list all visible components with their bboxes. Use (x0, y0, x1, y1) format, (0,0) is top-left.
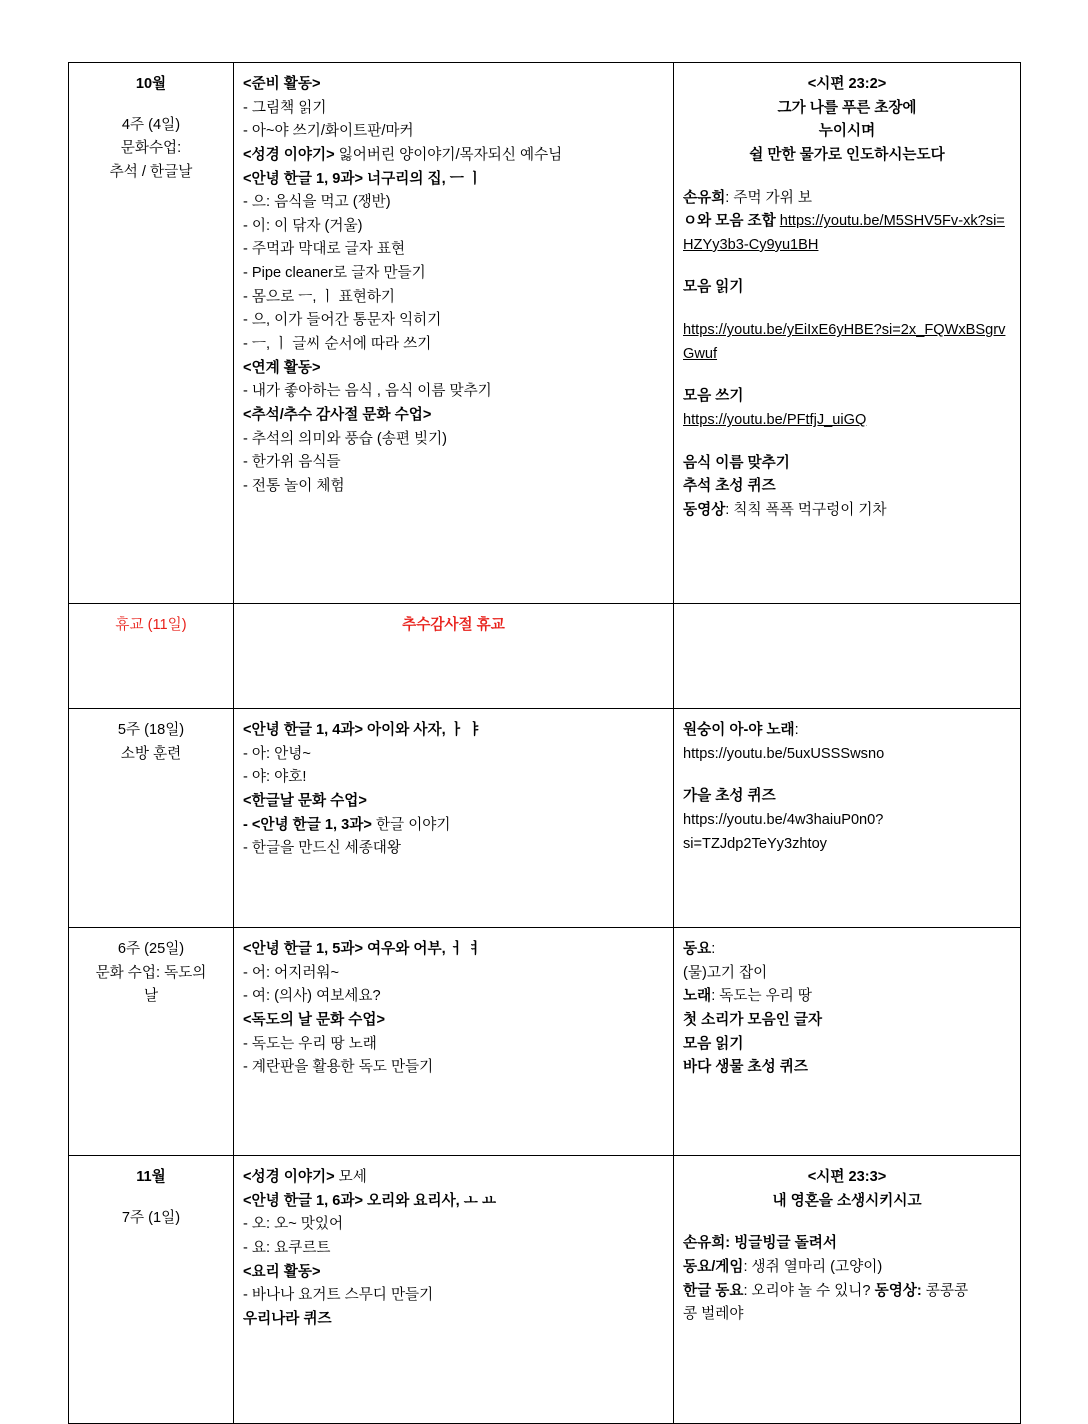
activity-line: - 어: 어지러워~ (243, 964, 340, 981)
verse-line: 내 영혼을 소생시키시고 (772, 1192, 922, 1209)
spacer (683, 433, 1011, 452)
activity-line: - 여: (의사) 여보세요? (243, 988, 381, 1005)
table-row (69, 709, 1021, 928)
table-row (69, 63, 1021, 604)
activities-cell-week7 (234, 1156, 674, 1424)
week-label: 5주 (18일) (117, 722, 185, 738)
resource-line: 첫 소리가 모음인 글자 (683, 1011, 823, 1028)
activity-line: - 오: 오~ 맛있어 (243, 1216, 344, 1233)
verse-reference: <시편 23:2> (807, 76, 887, 92)
spacer (683, 257, 1011, 276)
resource-line: 음식 이름 맞추기 (683, 454, 790, 471)
week-cell-week6 (69, 928, 234, 1156)
activity-line: - 으: 음식을 먹고 (쟁반) (243, 194, 391, 211)
resource-line (683, 319, 1011, 366)
activity-line: - Pipe cleaner로 글자 만들기 (243, 265, 426, 282)
activity-line: - <안녕 한글 1, 3과> 한글 이야기 (243, 816, 451, 833)
activity-line: <요리 활동> (243, 1263, 321, 1280)
activity-line: - ㅡ, ㅣ 글씨 순서에 따라 쓰기 (243, 336, 432, 353)
spacer (683, 1213, 1011, 1232)
resources-cell-week6 (674, 928, 1021, 1156)
resource-line: 바다 생물 초성 퀴즈 (683, 1059, 808, 1076)
week-cell-week5 (69, 709, 234, 928)
activity-line: <안녕 한글 1, 5과> 여우와 어부, ㅓ ㅕ (243, 941, 482, 957)
activity-line: <안녕 한글 1, 6과> 오리와 요리사, ㅗ ㅛ (243, 1192, 497, 1209)
activity-line: - 독도는 우리 땅 노래 (243, 1035, 377, 1052)
spacer (78, 97, 224, 114)
activity-line: - 한글을 만드신 세종대왕 (243, 840, 402, 857)
activity-line: - 내가 좋아하는 음식 , 음식 이름 맞추기 (243, 383, 492, 400)
week-cell-holiday (69, 604, 234, 709)
table-row (69, 928, 1021, 1156)
week-month: 11월 (136, 1169, 166, 1185)
activity-line: <준비 활동> (243, 76, 321, 92)
activity-line: <연계 활동> (243, 359, 321, 376)
verse-line: 그가 나를 푸른 초장에 (777, 99, 917, 116)
activity-line: - 계란판을 활용한 독도 만들기 (243, 1059, 434, 1076)
verse-line: 쉴 만한 물가로 인도하시는도다 (749, 146, 945, 163)
activity-line: - 전통 놀이 체험 (243, 477, 345, 494)
activity-line: <독도의 날 문화 수업> (243, 1011, 385, 1028)
spacer (683, 766, 1011, 785)
resource-line: 노래: 독도는 우리 땅 (683, 988, 813, 1005)
resource-line: 모음 읽기 (683, 1035, 744, 1052)
week-label: 7주 (1일) (121, 1209, 181, 1226)
activity-line: - 아~야 쓰기/화이트판/마커 (243, 123, 414, 140)
week-note-2: 추석 / 한글날 (109, 163, 193, 180)
activity-line: 우리나라 퀴즈 (243, 1310, 332, 1327)
activity-line: - 바나나 요거트 스무디 만들기 (243, 1287, 434, 1304)
resource-line: 모음 읽기 (683, 279, 744, 296)
spacer (683, 300, 1011, 319)
resource-line (683, 409, 1011, 433)
spacer (78, 1190, 224, 1207)
resource-line: 동요: (683, 941, 716, 957)
activity-line: - 몸으로 ㅡ, ㅣ 표현하기 (243, 288, 396, 305)
week-label: 6주 (25일) (117, 941, 185, 957)
activities-cell-week4 (234, 63, 674, 604)
week-month: 10월 (135, 76, 167, 92)
activity-line: - 추석의 의미와 풍습 (송편 빚기) (243, 430, 448, 447)
resources-cell-holiday (674, 604, 1021, 709)
activities-cell-week6 (234, 928, 674, 1156)
table-row (69, 1156, 1021, 1424)
activity-line: <안녕 한글 1, 9과> 너구리의 집, ㅡ ㅣ (243, 170, 482, 187)
activity-line: - 야: 야호! (243, 769, 307, 786)
resources-cell-week4 (674, 63, 1021, 604)
week-note-2: 날 (143, 988, 159, 1005)
verse-line: 누이시며 (818, 123, 876, 140)
resource-line: 모음 쓰기 (683, 388, 744, 405)
week-cell-week7 (69, 1156, 234, 1424)
resource-line: 손유희: 주먹 가위 보 (683, 189, 813, 206)
resource-line: 동요/게임: 생쥐 열마리 (고양이) (683, 1258, 883, 1275)
activity-line: - 한가위 음식들 (243, 454, 341, 471)
week-cell-week4 (69, 63, 234, 604)
resource-line: 손유희: 빙글빙글 돌려서 (683, 1235, 837, 1252)
youtube-url[interactable]: https://youtu.be/5uxUSSSwsno (683, 745, 885, 762)
youtube-link[interactable]: https://youtu.be/PFtfjJ_uiGQ (683, 412, 867, 429)
verse-reference: <시편 23:3> (807, 1169, 887, 1185)
holiday-week-label: 휴교 (11일) (115, 617, 187, 633)
resource-line: 추석 초성 퀴즈 (683, 478, 776, 495)
activity-line: - 그림책 읽기 (243, 99, 327, 116)
resource-line: 한글 동요: 오리야 놀 수 있니? 동영상: 콩콩콩 (683, 1282, 969, 1299)
resource-line: (물)고기 잡이 (683, 964, 768, 981)
spacer (683, 168, 1011, 187)
week-note-1: 문화수업: (120, 140, 182, 157)
spacer (683, 366, 1011, 385)
youtube-url-continued[interactable]: si=TZJdp2TeYy3zhtoy (683, 835, 827, 852)
activity-line: - 아: 안녕~ (243, 745, 311, 762)
activity-line: - 이: 이 닦자 (거울) (243, 217, 363, 234)
activity-line: - 요: 요쿠르트 (243, 1239, 331, 1256)
youtube-link[interactable]: https://youtu.be/yEiIxE6yHBE?si=2x_FQWxBSgrvGwuf (683, 322, 1006, 362)
activity-line: - 으, 이가 들어간 통문자 익히기 (243, 312, 442, 329)
resources-cell-week7 (674, 1156, 1021, 1424)
week-note-1: 문화 수업: 독도의 (95, 964, 207, 981)
resource-line: 콩 벌레야 (683, 1306, 744, 1323)
week-note-1: 소방 훈련 (120, 745, 182, 762)
resource-line: 가을 초성 퀴즈 (683, 788, 776, 805)
activity-line: - 주먹과 막대로 글자 표현 (243, 241, 406, 258)
holiday-notice-label: 추수감사절 휴교 (402, 617, 505, 633)
youtube-url[interactable]: https://youtu.be/4w3haiuP0n0? (683, 811, 884, 828)
resource-line: 동영상: 칙칙 폭폭 먹구렁이 기차 (683, 501, 887, 518)
activity-line: <한글날 문화 수업> (243, 792, 367, 809)
resource-line: 원숭이 아-야 노래: (683, 722, 799, 738)
activity-line: <추석/추수 감사절 문화 수업> (243, 406, 432, 423)
activity-line: <성경 이야기> 모세 (243, 1169, 367, 1185)
activities-cell-week5 (234, 709, 674, 928)
curriculum-schedule-table (68, 62, 1021, 1424)
activity-line: <안녕 한글 1, 4과> 아이와 사자, ㅏ ㅑ (243, 722, 482, 738)
week-label: 4주 (4일) (121, 116, 181, 133)
resource-line: ㅇ와 모음 조합 https://youtu.be/M5SHV5Fv-xk?si=HZYy3b3-Cy9yu1BH (683, 213, 1005, 253)
activity-line: <성경 이야기> 잃어버린 양이야기/목자되신 예수님 (243, 146, 563, 163)
youtube-link[interactable]: https://youtu.be/M5SHV5Fv-xk?si=HZYy3b3-Cy9yu1BH (683, 213, 1005, 253)
table-row (69, 604, 1021, 709)
resources-cell-week5 (674, 709, 1021, 928)
holiday-notice (234, 604, 674, 709)
